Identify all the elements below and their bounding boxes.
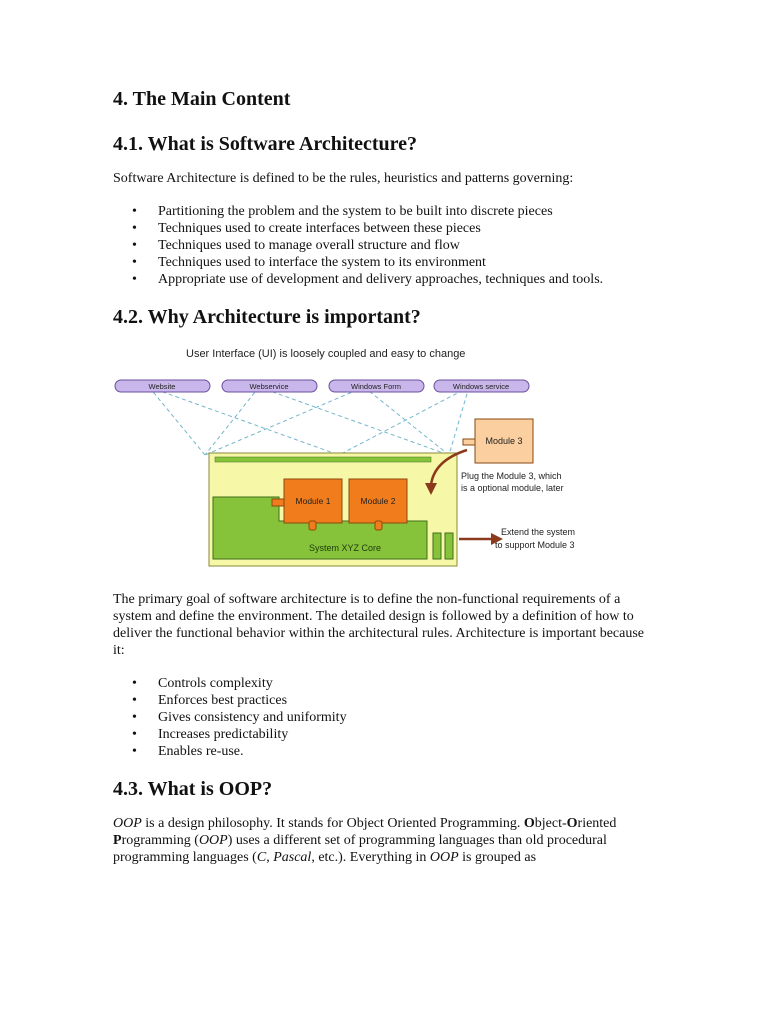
extension-slot	[433, 533, 441, 559]
list-item: • Enforces best practices	[158, 692, 655, 709]
module-2-label: Module 2	[360, 496, 396, 506]
oop-term: OOP	[198, 833, 228, 848]
connector-line	[339, 387, 469, 455]
module-plug	[272, 499, 284, 506]
text-run: bject-	[534, 816, 567, 831]
list-item: • Controls complexity	[158, 675, 655, 692]
text-run: rogramming (	[121, 833, 199, 848]
text-run: riented	[577, 816, 617, 831]
section2-bullet-list	[113, 675, 655, 760]
diagram-connectors	[149, 387, 469, 455]
architecture-diagram	[113, 343, 641, 573]
section1-intro: Software Architecture is defined to be the rules, heuristics and patterns governing:	[113, 171, 574, 186]
language-name: Pascal	[273, 850, 312, 865]
bold-letter: P	[113, 833, 122, 848]
ui-pill-label: Windows Form	[350, 382, 402, 391]
plug-note-line-2: is a optional module, later	[461, 483, 564, 493]
connector-line	[205, 387, 259, 455]
language-name: C	[256, 850, 267, 865]
section2-paragraph: The primary goal of software architecture is to define the non-functional requirements of a system and define the environment. The detailed design is followed by a definition of how to deliver the functional behavior within the architectural rules. Architecture is important because it:	[113, 592, 645, 658]
module-1-label: Module 1	[295, 496, 331, 506]
panel-top-strip	[215, 457, 431, 462]
oop-term: OOP	[113, 816, 142, 831]
list-item: • Enables re-use.	[158, 743, 655, 760]
extend-note-line-1: Extend the system	[501, 527, 576, 537]
module-plug	[375, 521, 382, 530]
plug-note-line-1: Plug the Module 3, which	[461, 471, 562, 481]
diagram-caption: User Interface (UI) is loosely coupled and easy to change	[186, 348, 466, 360]
bold-letter: O	[523, 816, 535, 831]
extend-note-line-2: to support Module 3	[495, 540, 575, 550]
connector-line	[259, 387, 449, 455]
section-heading-why-architecture: 4.2. Why Architecture is important?	[113, 306, 421, 328]
list-item: • Techniques used to create interfaces between these pieces	[158, 220, 655, 237]
list-item: • Partitioning the problem and the system to be built into discrete pieces	[158, 203, 655, 220]
section-heading-what-is-oop: 4.3. What is OOP?	[113, 778, 273, 800]
text-run: , etc.). Everything in	[311, 850, 430, 865]
section3-paragraph	[113, 815, 655, 866]
text-run: is grouped as	[458, 850, 537, 865]
list-item: • Appropriate use of development and delivery approaches, techniques and tools.	[158, 271, 655, 288]
text-run: is a design philosophy. It stands for Object Oriented Programming.	[141, 816, 524, 831]
architecture-diagram-svg	[109, 343, 649, 573]
connector-line	[205, 387, 364, 455]
extension-slot	[445, 533, 453, 559]
ui-pill-label: Webservice	[249, 382, 289, 391]
bold-letter: O	[566, 816, 578, 831]
module-plug	[309, 521, 316, 530]
module-3-label: Module 3	[485, 436, 523, 446]
list-item: • Techniques used to manage overall structure and flow	[158, 237, 655, 254]
ui-pill-label: Windows service	[452, 382, 510, 391]
section-heading-software-architecture: 4.1. What is Software Architecture?	[113, 133, 418, 155]
ui-pill-label: Website	[148, 382, 176, 391]
list-item: • Techniques used to interface the system to its environment	[158, 254, 655, 271]
oop-term: OOP	[429, 850, 459, 865]
core-label: System XYZ Core	[309, 543, 382, 553]
text-run: ) uses a different set of programming languages than old procedural programming languages (	[113, 833, 607, 865]
connector-line	[364, 387, 449, 455]
module-plug	[463, 439, 475, 445]
text-run: ,	[266, 850, 274, 865]
section1-bullet-list	[113, 203, 655, 288]
list-item: • Increases predictability	[158, 726, 655, 743]
list-item: • Gives consistency and uniformity	[158, 709, 655, 726]
main-heading: 4. The Main Content	[113, 88, 291, 110]
ui-layer	[115, 380, 529, 392]
